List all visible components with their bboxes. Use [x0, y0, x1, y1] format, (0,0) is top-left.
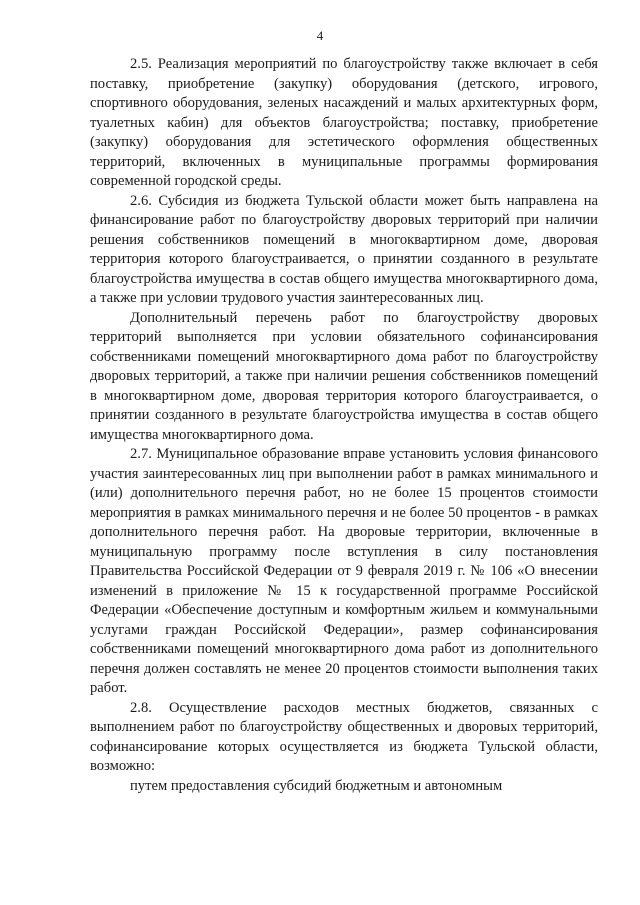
paragraph-additional-list: Дополнительный перечень работ по благоустройству дворовых территорий выполняется при условии обязательного софинансирования собственниками помещений многоквартирного дома работ по благоустройству дворовых территорий, а также при наличии решения собственников помещений в многоквартирном доме, дворовая территория которого благоустраивается, о принятии созданного в результате благоустройства имущества в состав общего имущества многоквартирного дома. [90, 309, 598, 443]
paragraph-2-6: 2.6. Субсидия из бюджета Тульской области может быть направлена на финансирование работ по благоустройству дворовых территорий при наличии решения собственников помещений в многоквартирном доме, дворовая территория которого благоустраивается, о принятии созданного в результате благоустройства имущества в состав общего имущества многоквартирного дома, а также при условии трудового участия заинтересованных лиц. [90, 192, 598, 306]
paragraph-2-5: 2.5. Реализация мероприятий по благоустройству также включает в себя поставку, приобретение (закупку) оборудования (детского, игрового, спортивного оборудования, зеленых насаждений и малых архитектурных форм, туалетных кабин) для объектов благоустройства; поставку, приобретение (закупку) оборудования для эстетического оформления общественных территорий, включенных в муниципальные программы формирования современной городской среды. [90, 56, 598, 189]
page-number: 4 [316, 28, 324, 43]
document-body [90, 55, 598, 796]
paragraph-2-8: 2.8. Осуществление расходов местных бюджетов, связанных с выполнением работ по благоустройству общественных и дворовых территорий, софинансирование которых осуществляется из бюджета Тульской области, возможно: [90, 699, 598, 774]
paragraph-subsidies: путем предоставления субсидий бюджетным и автономным [130, 777, 503, 794]
paragraph-2-7: 2.7. Муниципальное образование вправе установить условия финансового участия заинтересованных лиц при выполнении работ в рамках минимального и (или) дополнительного перечня работ, но не более 15 процентов стоимости мероприятия в рамках минимального перечня и не более 50 процентов - в рамках дополнительного перечня работ. На дворовые территории, включенные в муниципальную программу после вступления в силу постановления Правительства Российской Федерации от 9 февраля 2019 г. № 106 «О внесении изменений в приложение № 15 к государственной программе Российской Федерации «Обеспечение доступным и комфортным жильем и коммунальными услугами граждан Российской Федерации», размер софинансирования собственниками помещений многоквартирного дома работ из дополнительного перечня должен составлять не менее 20 процентов стоимости выполнения таких работ. [90, 446, 598, 696]
